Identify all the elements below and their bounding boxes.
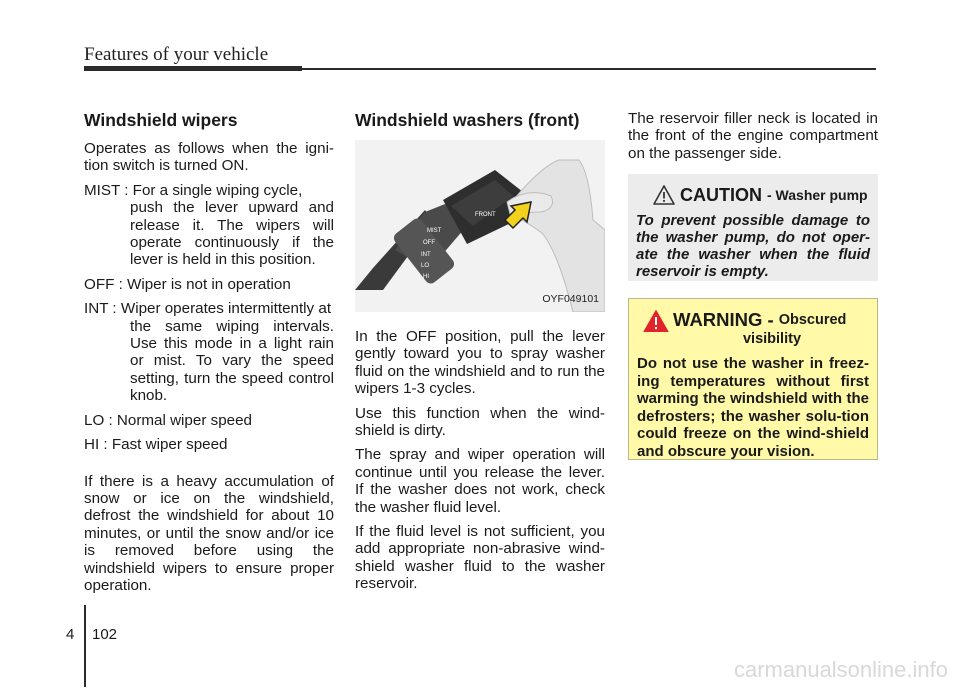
- off-entry: OFF : Wiper is not in operation: [84, 275, 291, 293]
- page-header-title: Features of your vehicle: [84, 44, 269, 65]
- lever-label-front: FRONT: [475, 212, 496, 218]
- column-reservoir: [628, 110, 878, 169]
- column-wipers: [84, 110, 334, 601]
- section-number: 4: [66, 626, 75, 643]
- warning-subtitle: Obscured: [778, 312, 847, 328]
- wipers-heading: Windshield wipers: [84, 110, 238, 130]
- watermark: carmanualsonline.info: [733, 657, 948, 682]
- caution-triangle-icon: [652, 184, 676, 206]
- washers-heading: Windshield washers (front): [355, 110, 580, 130]
- lever-label-hi: HI: [423, 274, 429, 280]
- warning-box: [628, 298, 878, 460]
- int-entry: [84, 300, 334, 404]
- caution-title: CAUTION: [680, 184, 762, 205]
- caution-text: To prevent possible damage to the washer pump, do not oper-ate the washer when the fluid reservoir is empty.: [636, 212, 870, 280]
- warning-title: WARNING -: [673, 309, 774, 330]
- hi-entry: HI : Fast wiper speed: [84, 436, 228, 454]
- header-rule: [84, 66, 302, 71]
- wiper-lever-figure: [355, 140, 605, 312]
- mist-rest: push the lever upward and release it. The wipers will operate continuously if the lever is held in this position.: [130, 199, 334, 269]
- washers-p2: Use this function when the wind-shield is dirty.: [355, 404, 605, 440]
- reservoir-intro: The reservoir filler neck is located in the front of the engine compartment on the passenger side.: [628, 110, 878, 162]
- wipers-intro: Operates as follows when the igni-tion switch is turned ON.: [84, 140, 334, 175]
- snow-paragraph: If there is a heavy accumulation of snow or ice on the windshield, defrost the windshield for about 10 minutes, or until the snow and/or ice is removed before using the windshield wipers to ensure proper operation.: [84, 472, 334, 594]
- caution-box: [628, 174, 878, 281]
- int-line1: Wiper operates intermittently at: [120, 300, 332, 318]
- lever-label-off: OFF: [423, 240, 435, 246]
- int-rest: the same wiping intervals. Use this mode in a light rain or mist. To vary the speed setting, turn the speed control knob.: [130, 317, 334, 405]
- mist-entry: [84, 182, 334, 269]
- footer-rule: [84, 605, 86, 687]
- mist-key: MIST :: [84, 181, 133, 199]
- warning-subtitle-2: visibility: [742, 331, 802, 347]
- warning-text: Do not use the washer in freez-ing temperatures without first warming the windshield with the defrosters; the washer solu-tion could freeze on the wind-shield and obscure your vision.: [637, 355, 869, 460]
- lever-label-mist: MIST: [427, 228, 442, 234]
- header-rule-line: [302, 68, 876, 70]
- caution-subtitle: - Washer pump: [767, 187, 868, 203]
- int-key: INT :: [84, 300, 121, 318]
- washers-p3: The spray and wiper operation will continue until you release the lever. If the washer does not work, check the washer fluid level.: [355, 446, 605, 516]
- lever-label-lo: LO: [421, 263, 430, 269]
- lever-label-int: INT: [421, 252, 431, 258]
- washers-p4: If the fluid level is not sufficient, you add appropriate non-abrasive wind-shield washer fluid to the washer reservoir.: [355, 523, 605, 593]
- mist-line1: For a single wiping cycle,: [132, 181, 303, 199]
- washers-p1: In the OFF position, pull the lever gently toward you to spray washer fluid on the windshield and to run the wipers 1-3 cycles.: [355, 328, 605, 398]
- page-number: 102: [92, 626, 118, 643]
- lo-entry: LO : Normal wiper speed: [84, 411, 252, 429]
- column-washers: [355, 110, 605, 600]
- warning-triangle-icon: [643, 309, 669, 333]
- wiper-lever-illustration: [355, 140, 605, 312]
- figure-code: OYF049101: [542, 292, 599, 305]
